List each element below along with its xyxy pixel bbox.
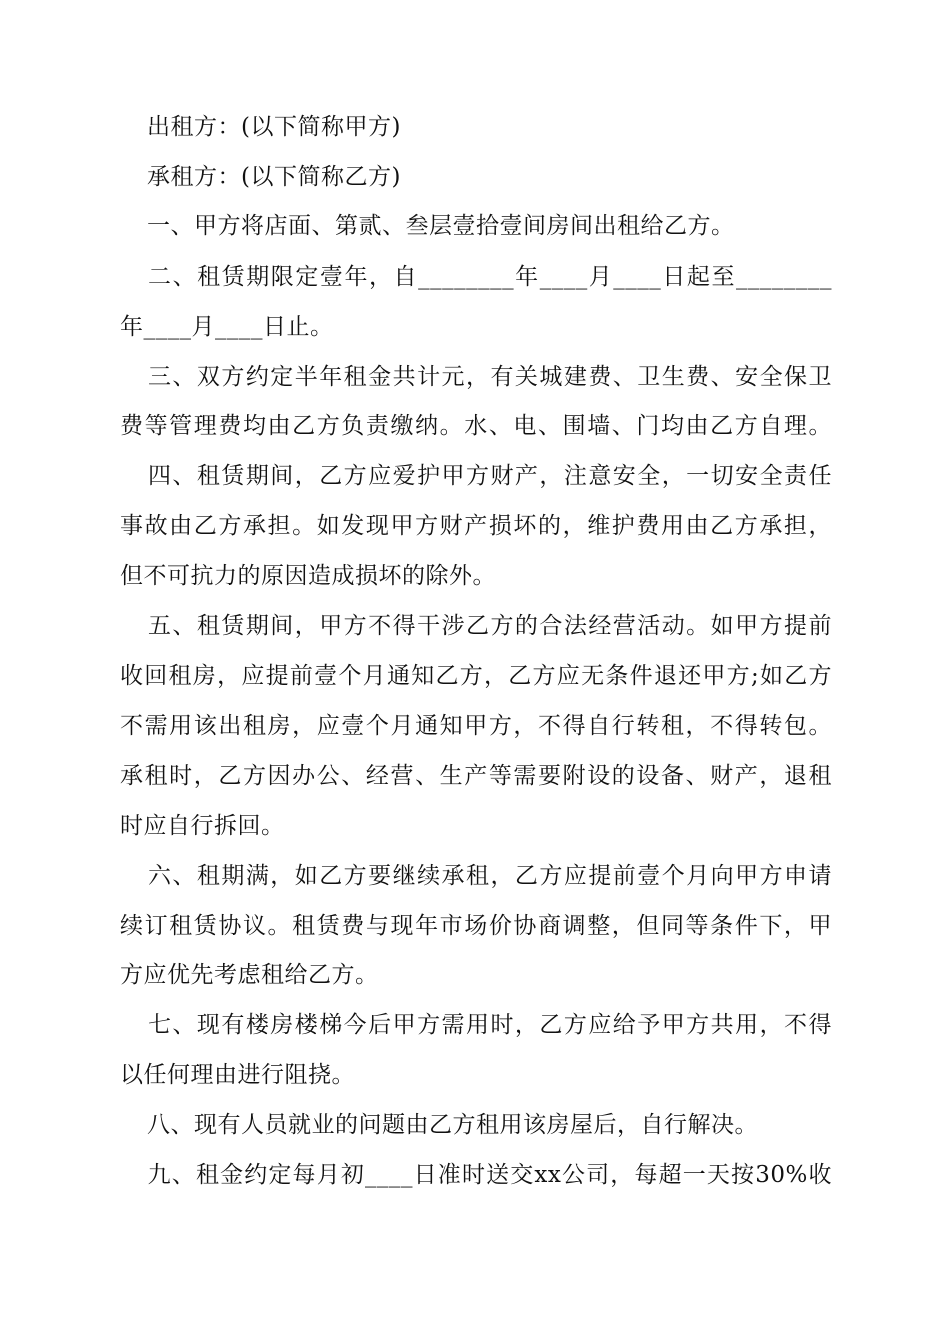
clause-5-line-2: 收回租房，应提前壹个月通知乙方，乙方应无条件退还甲方;如乙方	[120, 663, 832, 689]
clause-6-line-3: 方应优先考虑租给乙方。	[120, 962, 379, 988]
lessor-line: 出租方：(以下简称甲方)	[147, 114, 401, 140]
clause-6-line-2: 续订租赁协议。租赁费与现年市场价协商调整，但同等条件下，甲	[120, 913, 832, 939]
lessee-line: 承租方：(以下简称乙方)	[147, 164, 401, 190]
clause-3-line-2: 费等管理费均由乙方负责缴纳。水、电、围墙、门均由乙方自理。	[120, 413, 832, 439]
clause-2-line-2: 年____月____日止。	[120, 314, 334, 340]
clause-2-line-1: 二、租赁期限定壹年，自________年____月____日起至________	[147, 264, 832, 290]
clause-7-line-1: 七、现有楼房楼梯今后甲方需用时，乙方应给予甲方共用，不得	[147, 1012, 832, 1038]
clause-8-line-1: 八、现有人员就业的问题由乙方租用该房屋后，自行解决。	[147, 1112, 758, 1138]
clause-4-line-3: 但不可抗力的原因造成损坏的除外。	[120, 563, 496, 589]
clause-5-line-1: 五、租赁期间，甲方不得干涉乙方的合法经营活动。如甲方提前	[147, 613, 832, 639]
clause-1-line-1: 一、甲方将店面、第贰、叁层壹拾壹间房间出租给乙方。	[147, 213, 735, 239]
clause-4-line-2: 事故由乙方承担。如发现甲方财产损坏的，维护费用由乙方承担，	[120, 513, 832, 539]
clause-7-line-2: 以任何理由进行阻挠。	[120, 1062, 355, 1088]
clause-5-line-5: 时应自行拆回。	[120, 813, 285, 839]
clause-6-line-1: 六、租期满，如乙方要继续承租，乙方应提前壹个月向甲方申请	[147, 863, 832, 889]
clause-4-line-1: 四、租赁期间，乙方应爱护甲方财产，注意安全，一切安全责任	[147, 463, 832, 489]
clause-3-line-1: 三、双方约定半年租金共计元，有关城建费、卫生费、安全保卫	[147, 364, 832, 390]
clause-5-line-3: 不需用该出租房，应壹个月通知甲方，不得自行转租，不得转包。	[120, 713, 832, 739]
clause-9-line-1: 九、租金约定每月初____日准时送交xx公司，每超一天按30%收	[147, 1162, 832, 1188]
clause-5-line-4: 承租时，乙方因办公、经营、生产等需要附设的设备、财产，退租	[120, 763, 832, 789]
